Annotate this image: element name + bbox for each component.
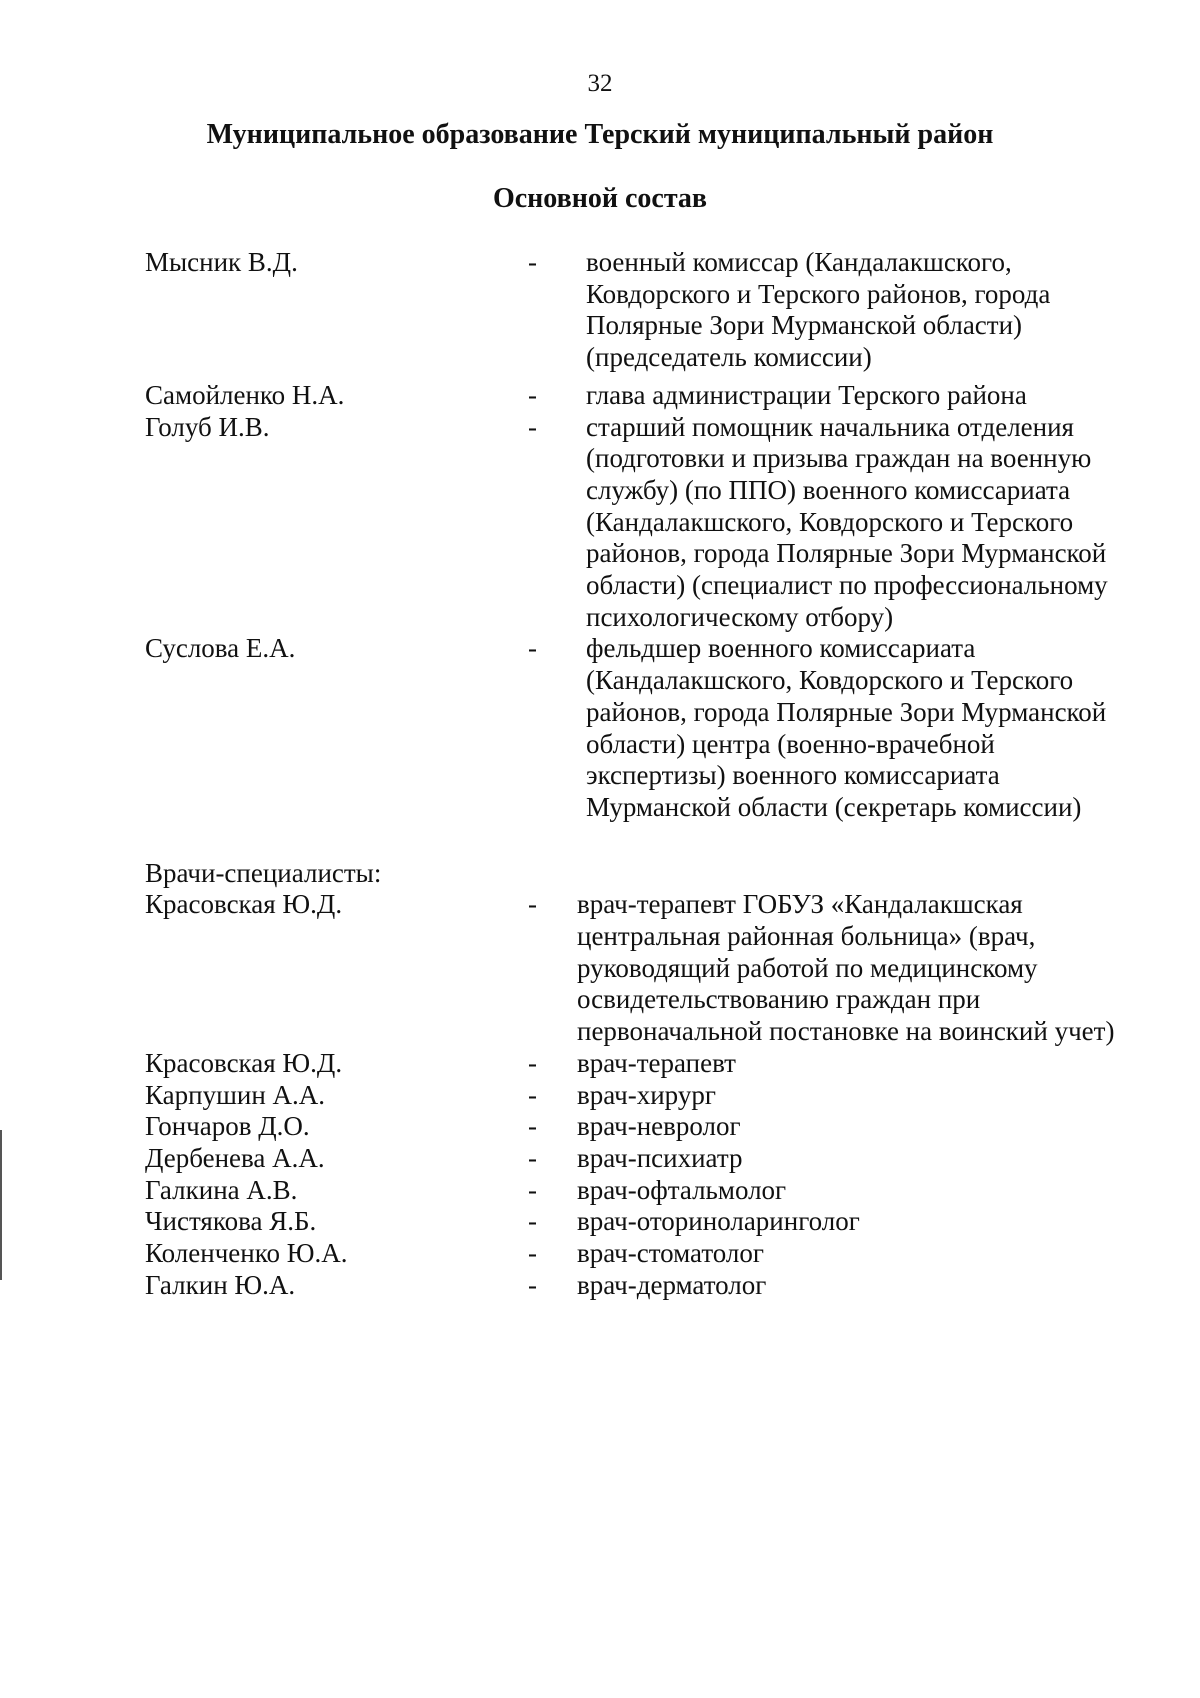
specialist-role: врач-стоматолог: [577, 1238, 764, 1269]
specialist-row: [0, 1048, 1200, 1080]
specialists-heading: Врачи-специалисты:: [145, 857, 382, 888]
section-title: Основной состав: [492, 183, 708, 214]
specialist-name: Галкина А.В.: [145, 1174, 298, 1205]
member-name: Голуб И.В.: [145, 411, 270, 442]
member-row: [0, 247, 1200, 374]
specialist-role: врач-оториноларинголог: [577, 1206, 860, 1237]
specialist-name: Гончаров Д.О.: [145, 1111, 310, 1142]
dash-separator: -: [528, 1269, 537, 1300]
dash-separator: -: [528, 411, 537, 442]
specialist-name: Красовская Ю.Д.: [145, 1047, 343, 1078]
dash-separator: -: [528, 633, 537, 664]
commission-roster: [0, 247, 1200, 1302]
row-gap: [0, 824, 1200, 858]
member-role: военный комиссар (Кандалакшского, Ковдорского и Терского районов, города Полярные Зори Мурманской области) (председатель комиссии): [586, 247, 1051, 373]
specialist-role: врач-терапевт: [577, 1047, 736, 1078]
specialist-role: врач-невролог: [577, 1111, 741, 1142]
member-role: глава администрации Терского района: [586, 379, 1027, 410]
specialist-name: Дербенева А.А.: [145, 1142, 325, 1173]
specialist-row: [0, 889, 1200, 1048]
dash-separator: -: [528, 1174, 537, 1205]
specialist-row: [0, 1270, 1200, 1302]
member-row: [0, 412, 1200, 634]
member-name: Самойленко Н.А.: [145, 379, 345, 410]
specialist-role: врач-офтальмолог: [577, 1174, 787, 1205]
dash-separator: -: [528, 889, 537, 920]
member-row: [0, 380, 1200, 412]
specialist-name: Красовская Ю.Д.: [145, 889, 343, 920]
dash-separator: -: [528, 247, 537, 277]
member-role: старший помощник начальника отделения (подготовки и призыва граждан на военную службу) (по ППО) военного комиссариата (Кандалакшского, Ковдорского и Терского районов, города Полярные Зори Мурманской области) (специалист по профессиональному психологическому отбору): [586, 411, 1108, 632]
page-number: 32: [587, 70, 613, 97]
scan-edge-mark: [0, 1130, 2, 1280]
specialist-name: Коленченко Ю.А.: [145, 1238, 348, 1269]
specialist-role: врач-психиатр: [577, 1142, 743, 1173]
specialist-row: [0, 1111, 1200, 1143]
dash-separator: -: [528, 1206, 537, 1237]
dash-separator: -: [528, 1047, 537, 1078]
member-name: Суслова Е.А.: [145, 633, 296, 664]
specialist-row: [0, 1206, 1200, 1238]
dash-separator: -: [528, 1238, 537, 1269]
specialist-role: врач-дерматолог: [577, 1269, 767, 1300]
specialist-role: врач-терапевт ГОБУЗ «Кандалакшская центральная районная больница» (врач, руководящий работой по медицинскому освидетельствованию граждан при первоначальной постановке на воинский учет): [577, 889, 1115, 1047]
member-row: [0, 633, 1200, 823]
specialist-name: Галкин Ю.А.: [145, 1269, 296, 1300]
member-name: Мысник В.Д.: [145, 247, 298, 277]
document-title: Муниципальное образование Терский муниципальный район: [206, 119, 994, 150]
specialist-row: [0, 1080, 1200, 1112]
specialist-row: [0, 1175, 1200, 1207]
member-role: фельдшер военного комиссариата (Кандалакшского, Ковдорского и Терского районов, города Полярные Зори Мурманской области) центра (военно-врачебной экспертизы) военного комиссариата Мурманской области (секретарь комиссии): [586, 633, 1107, 822]
dash-separator: -: [528, 1142, 537, 1173]
dash-separator: -: [528, 379, 537, 410]
specialist-role: врач-хирург: [577, 1079, 716, 1110]
specialist-name: Чистякова Я.Б.: [145, 1206, 317, 1237]
specialist-row: [0, 1143, 1200, 1175]
specialist-row: [0, 1238, 1200, 1270]
dash-separator: -: [528, 1079, 537, 1110]
specialist-name: Карпушин А.А.: [145, 1079, 326, 1110]
dash-separator: -: [528, 1111, 537, 1142]
